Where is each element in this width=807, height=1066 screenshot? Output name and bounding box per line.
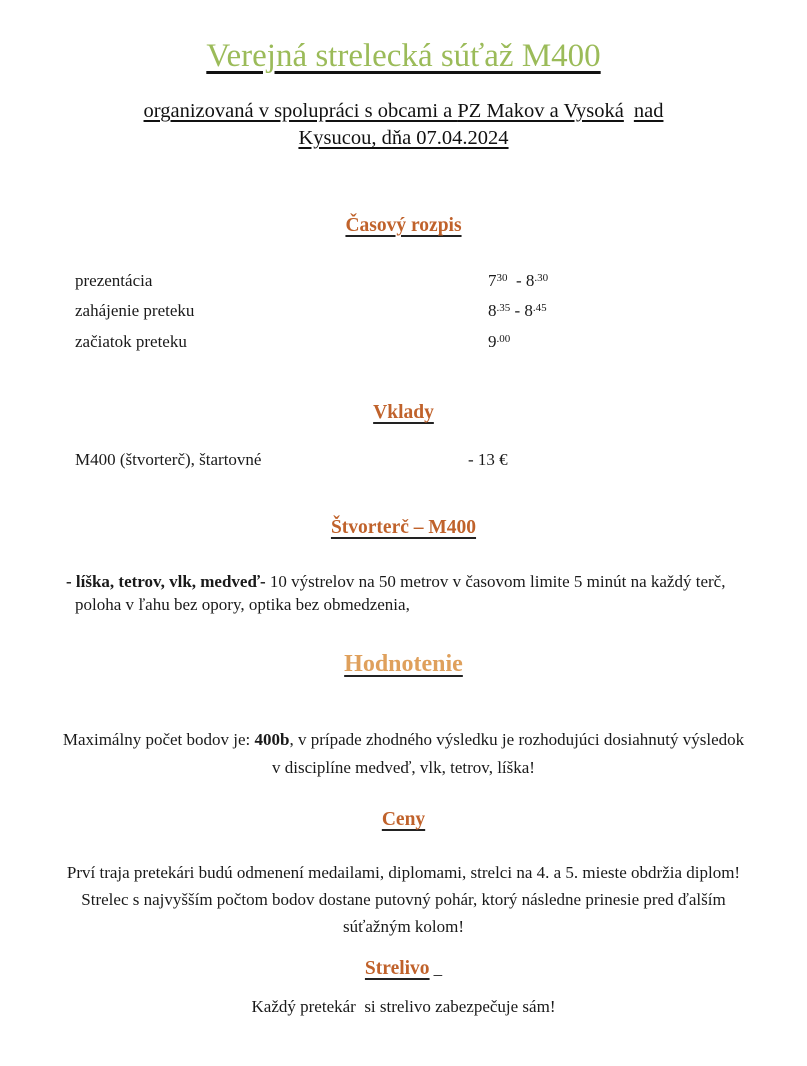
schedule-label: prezentácia bbox=[75, 270, 153, 290]
schedule-label: zahájenie preteku bbox=[75, 301, 195, 321]
page-title bbox=[60, 38, 747, 76]
section-heading-prizes: Ceny bbox=[381, 809, 426, 831]
ammo-heading-suffix: _ bbox=[433, 958, 443, 978]
section-heading-fees: Vklady bbox=[373, 402, 434, 424]
prizes-paragraph: Prví traja pretekári budú odmenení medailami, diplomami, strelci na 4. a 5. mieste obdržia diplom! Strelec s najvyšším počtom bodov dostane putovný pohár, ktorý následne prinesie pred ďalším súťažným kolom! bbox=[66, 863, 741, 937]
schedule-row bbox=[60, 297, 747, 328]
schedule-time: $7^{30} - 8^{.30}$ bbox=[488, 270, 549, 290]
target-text: 10 výstrelov na 50 metrov v časovom limite 5 minút na každý terč, poloha v ľahu bez opory, optika bez obmedzenia, bbox=[75, 572, 726, 615]
page-title-text: Verejná strelecká súťaž M400 bbox=[206, 38, 601, 75]
section-heading-ammo: Strelivo _ bbox=[364, 957, 443, 979]
fee-row bbox=[60, 448, 747, 471]
schedule-time: $8^{.35} - 8^{.45}$ bbox=[488, 301, 547, 321]
schedule-label: začiatok preteku bbox=[75, 331, 187, 351]
ammo-paragraph: Každý pretekár si strelivo zabezpečuje sám! bbox=[251, 996, 556, 1016]
subtitle-part-4: Kysucou, dňa 07.04.2024 bbox=[298, 127, 509, 150]
scoring-bold: 400b bbox=[254, 730, 290, 750]
target-bold-lead: - líška, tetrov, vlk, medveď- bbox=[66, 572, 266, 592]
scoring-paragraph bbox=[60, 726, 747, 781]
schedule-row bbox=[60, 267, 747, 298]
schedule-row bbox=[60, 328, 747, 359]
fee-value: - 13 € bbox=[468, 450, 508, 470]
doc-subtitle bbox=[60, 98, 747, 153]
section-heading-target: Štvorterč – M400 bbox=[330, 517, 477, 539]
target-paragraph bbox=[60, 571, 747, 617]
subtitle-part-1: organizovaná v spolupráci s obcami a bbox=[143, 100, 458, 123]
scoring-text-after: , v prípade zhodného výsledku je rozhodujúci dosiahnutý výsledok v disciplíne medveď, vlk, tetrov, líška! bbox=[272, 730, 745, 777]
subtitle-part-2: PZ Makov a Vysoká bbox=[457, 100, 624, 123]
fee-label: M400 (štvorterč), štartovné bbox=[75, 450, 262, 470]
schedule-time: $9^{.00}$ bbox=[488, 331, 511, 351]
subtitle-part-3: nad bbox=[633, 100, 664, 123]
section-heading-scoring: Hodnotenie bbox=[344, 651, 463, 678]
schedule-table bbox=[60, 267, 747, 359]
scoring-text-before: Maximálny počet bodov je: bbox=[62, 730, 255, 750]
section-heading-schedule: Časový rozpis bbox=[345, 214, 462, 236]
